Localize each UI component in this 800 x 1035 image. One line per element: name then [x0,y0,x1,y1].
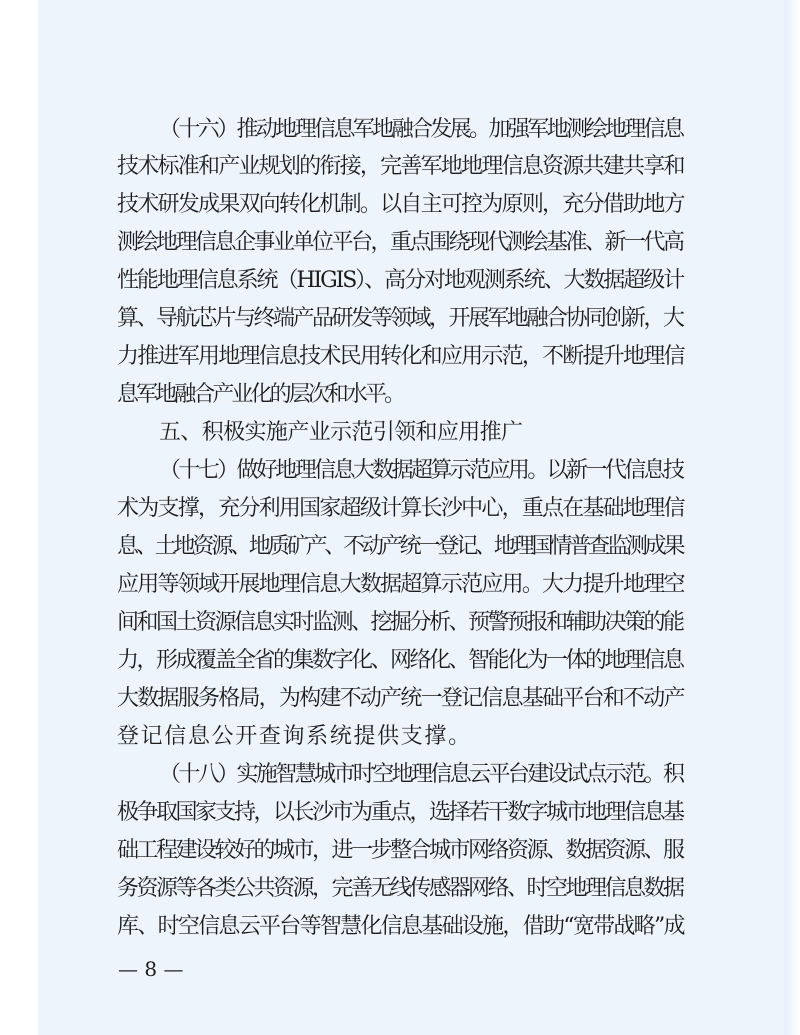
paragraph-line: 登记信息公开查询系统提供支撑。 [117,724,472,749]
paragraph-line: 测绘地理信息企事业单位平台，重点围绕现代测绘基准、新一代高 [117,230,683,255]
paragraph-line: 务资源等各类公共资源，完善无线传感器网络、时空地理信息数据 [117,876,683,901]
paragraph-line: 力推进军用地理信息技术民用转化和应用示范，不断提升地理信 [117,344,684,369]
paragraph-line: （十六）推动地理信息军地融合发展。加强军地测绘地理信息 [159,117,683,142]
paragraph-line: 库、时空信息云平台等智慧化信息基础设施，借助“宽带战略”成 [117,914,684,939]
paragraph-line: 础工程建设较好的城市，进一步整合城市网络资源、数据资源、服 [117,838,683,863]
paragraph-line: 力，形成覆盖全省的集数字化、网络化、智能化为一体的地理信息 [117,648,683,673]
section-heading: 五、积极实施产业示范引领和应用推广 [159,420,523,445]
paragraph-line: （十七）做好地理信息大数据超算示范应用。以新一代信息技 [159,458,683,483]
scan-edge-shadow [784,0,800,1035]
paragraph-line: 技术研发成果双向转化机制。以自主可控为原则，充分借助地方 [117,192,684,217]
page-number: — 8 — [118,957,184,981]
paragraph-line: 算、导航芯片与终端产品研发等领域，开展军地融合协同创新，大 [117,306,683,331]
paragraph-line: 性能地理信息系统（HIGIS）、高分对地观测系统、大数据超级计 [117,268,684,293]
paragraph-line: （十八）实施智慧城市时空地理信息云平台建设试点示范。积 [159,762,683,787]
paragraph-line: 息军地融合产业化的层次和水平。 [117,382,404,407]
paragraph-line: 息、土地资源、地质矿产、不动产统一登记、地理国情普查监测成果 [117,534,683,559]
paragraph-line: 技术标准和产业规划的衔接，完善军地地理信息资源共建共享和 [117,154,684,179]
paragraph-line: 大数据服务格局，为构建不动产统一登记信息基础平台和不动产 [117,686,684,711]
paragraph-line: 术为支撑，充分利用国家超级计算长沙中心，重点在基础地理信 [117,496,684,521]
paragraph-line: 应用等领域开展地理信息大数据超算示范应用。大力提升地理空 [117,572,684,597]
paragraph-line: 间和国土资源信息实时监测、挖掘分析、预警预报和辅助决策的能 [117,610,683,635]
paragraph-line: 极争取国家支持，以长沙市为重点，选择若干数字城市地理信息基 [117,800,683,825]
